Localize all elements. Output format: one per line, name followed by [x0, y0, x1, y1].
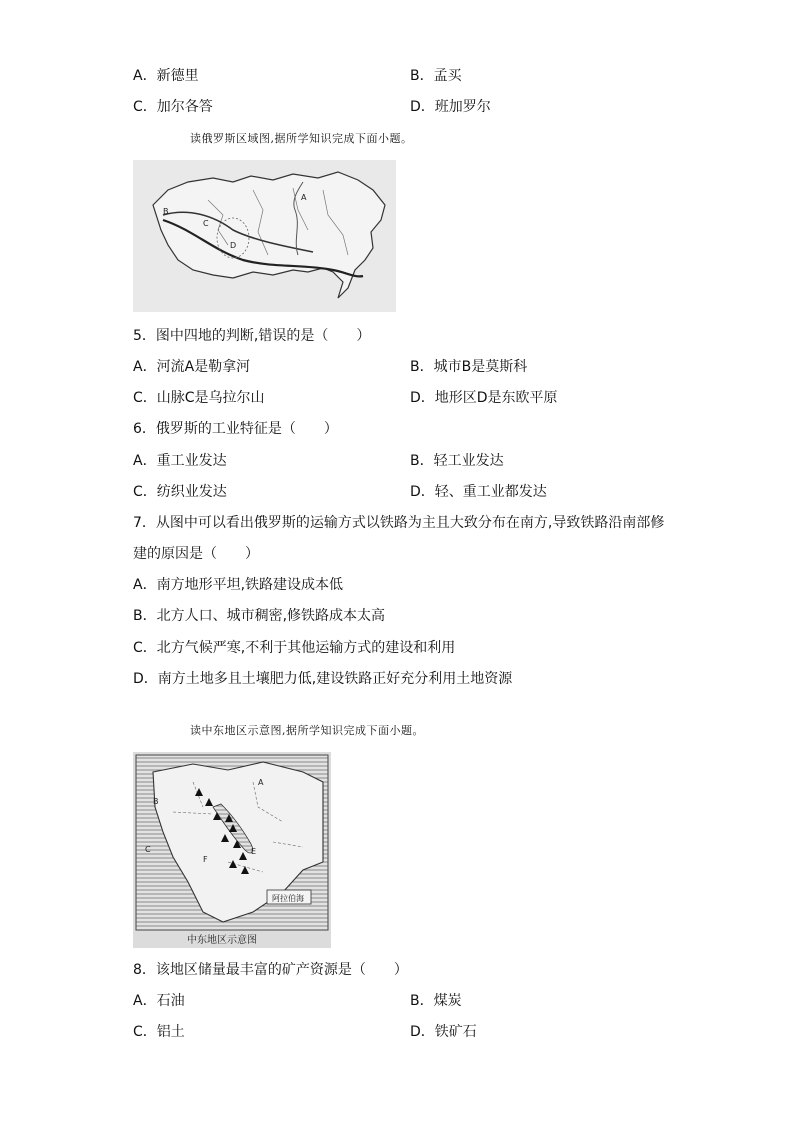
- q8-option-b: B．煤炭: [410, 993, 462, 1009]
- map-label-c: C: [203, 219, 209, 228]
- q4-option-c: C．加尔各答: [133, 99, 213, 115]
- section1-caption: 读俄罗斯区域图,据所学知识完成下面小题。: [190, 132, 413, 145]
- q5-option-a: A．河流A是勒拿河: [133, 359, 251, 375]
- russia-map-image: [133, 160, 396, 312]
- q8-option-a: A．石油: [133, 993, 185, 1009]
- q7-stem-line2: 建的原因是（ ）: [133, 546, 259, 562]
- q7-stem-line1: 7．从图中可以看出俄罗斯的运输方式以铁路为主且大致分布在南方,导致铁路沿南部修: [133, 515, 665, 531]
- map-label-d: D: [230, 241, 237, 250]
- q5-option-b: B．城市B是莫斯科: [410, 359, 528, 375]
- q7-option-c: C．北方气候严寒,不利于其他运输方式的建设和利用: [133, 640, 456, 656]
- middle-east-map-image: [133, 752, 331, 948]
- q7-option-b: B．北方人口、城市稠密,修铁路成本太高: [133, 608, 386, 624]
- q7-option-a: A．南方地形平坦,铁路建设成本低: [133, 577, 344, 593]
- q6-option-a: A．重工业发达: [133, 453, 227, 469]
- sea-label: 阿拉伯海: [272, 894, 304, 903]
- q6-option-c: C．纺织业发达: [133, 484, 227, 500]
- section2-caption: 读中东地区示意图,据所学知识完成下面小题。: [190, 724, 424, 737]
- map-label-b: B: [163, 207, 169, 216]
- q7-option-d: D．南方土地多且土壤肥力低,建设铁路正好充分利用土地资源: [133, 671, 513, 687]
- map-label-a: A: [258, 778, 264, 787]
- map-label-e: E: [251, 847, 257, 856]
- q4-option-a: A．新德里: [133, 68, 199, 84]
- q8-option-d: D．铁矿石: [410, 1024, 477, 1040]
- figure-title: 中东地区示意图: [187, 935, 257, 946]
- q6-option-b: B．轻工业发达: [410, 453, 504, 469]
- q5-stem: 5．图中四地的判断,错误的是（ ）: [133, 328, 371, 344]
- q5-option-d: D．地形区D是东欧平原: [410, 390, 558, 406]
- map-label-b: B: [153, 797, 159, 806]
- map-label-f: F: [203, 855, 208, 864]
- q8-option-c: C．铝土: [133, 1024, 185, 1040]
- russia-map-figure: [133, 160, 396, 312]
- q4-option-b: B．孟买: [410, 68, 462, 84]
- q6-option-d: D．轻、重工业都发达: [410, 484, 547, 500]
- map-label-c: C: [145, 845, 151, 854]
- q4-option-d: D．班加罗尔: [410, 99, 491, 115]
- q5-option-c: C．山脉C是乌拉尔山: [133, 390, 265, 406]
- q6-stem: 6．俄罗斯的工业特征是（ ）: [133, 421, 338, 437]
- map-label-a: A: [301, 193, 307, 202]
- middle-east-map-figure: [133, 752, 331, 948]
- q8-stem: 8．该地区储量最丰富的矿产资源是（ ）: [133, 962, 408, 978]
